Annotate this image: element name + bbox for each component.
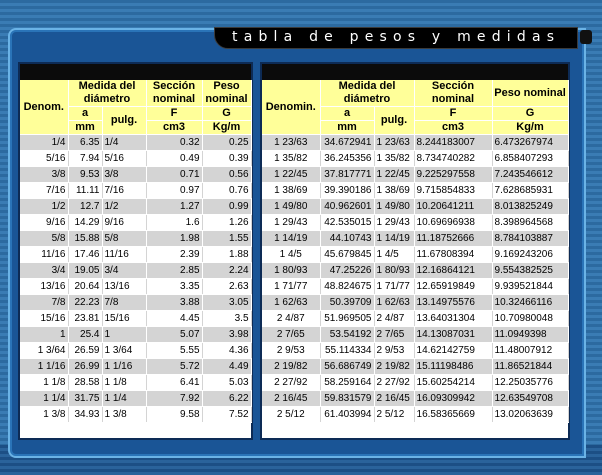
cell-pulg: 1 3/64	[102, 343, 146, 359]
cell-peso: 4.36	[202, 343, 251, 359]
cell-denom: 2 5/12	[262, 407, 320, 423]
cell-seccion: 11.18752666	[414, 231, 492, 247]
cell-seccion: 3.88	[146, 295, 202, 311]
cell-pulg: 1 23/63	[374, 135, 414, 151]
cell-peso: 8.013825249	[492, 199, 568, 215]
cell-pulg: 1/2	[102, 199, 146, 215]
cell-denom: 1 23/63	[262, 135, 320, 151]
cell-seccion: 12.65919849	[414, 279, 492, 295]
cell-denom: 9/16	[20, 215, 68, 231]
table-row	[20, 247, 251, 263]
cell-peso: 5.03	[202, 375, 251, 391]
cell-denom: 1 35/82	[262, 151, 320, 167]
cell-seccion: 9.225297558	[414, 167, 492, 183]
col-mm-header: mm	[320, 121, 374, 135]
table-row	[262, 391, 568, 407]
cell-peso: 1.26	[202, 215, 251, 231]
cell-peso: 9.939521844	[492, 279, 568, 295]
cell-seccion: 9.58	[146, 407, 202, 423]
cell-denom: 2 27/92	[262, 375, 320, 391]
cell-mm: 59.831579	[320, 391, 374, 407]
cell-seccion: 12.16864121	[414, 263, 492, 279]
cell-pulg: 3/8	[102, 167, 146, 183]
cell-mm: 53.54192	[320, 327, 374, 343]
cell-seccion: 13.64031304	[414, 311, 492, 327]
cell-mm: 47.25226	[320, 263, 374, 279]
table-row	[20, 279, 251, 295]
cell-mm: 14.29	[68, 215, 102, 231]
cell-denom: 1 38/69	[262, 183, 320, 199]
cell-mm: 17.46	[68, 247, 102, 263]
cell-pulg: 2 9/53	[374, 343, 414, 359]
cell-peso: 7.52	[202, 407, 251, 423]
cell-peso: 6.473267974	[492, 135, 568, 151]
cell-seccion: 11.67808394	[414, 247, 492, 263]
table-row	[20, 135, 251, 151]
cell-mm: 11.11	[68, 183, 102, 199]
cell-peso: 0.99	[202, 199, 251, 215]
cell-pulg: 1 35/82	[374, 151, 414, 167]
cell-mm: 48.824675	[320, 279, 374, 295]
table-row	[262, 183, 568, 199]
cell-seccion: 16.09309942	[414, 391, 492, 407]
col-medida-header: Medida del diámetro	[320, 80, 414, 107]
cell-seccion: 9.715854833	[414, 183, 492, 199]
cell-denom: 1 1/16	[20, 359, 68, 375]
table-row	[262, 263, 568, 279]
cell-pulg: 1 38/69	[374, 183, 414, 199]
table-row	[262, 407, 568, 423]
cell-peso: 11.48007912	[492, 343, 568, 359]
cell-pulg: 5/16	[102, 151, 146, 167]
cell-peso: 8.398964568	[492, 215, 568, 231]
table-row	[262, 375, 568, 391]
table-row	[262, 311, 568, 327]
cell-seccion: 10.20641211	[414, 199, 492, 215]
col-mm-header: mm	[68, 121, 102, 135]
table-row	[20, 295, 251, 311]
cell-peso: 10.32466116	[492, 295, 568, 311]
cell-pulg: 2 5/12	[374, 407, 414, 423]
table-row	[262, 151, 568, 167]
col-seccion-header: Sección nominal	[414, 80, 492, 107]
cell-pulg: 1 14/19	[374, 231, 414, 247]
cell-peso: 9.554382525	[492, 263, 568, 279]
cell-pulg: 1 71/77	[374, 279, 414, 295]
cell-mm: 39.390186	[320, 183, 374, 199]
cell-mm: 25.4	[68, 327, 102, 343]
cell-pulg: 9/16	[102, 215, 146, 231]
right-table-topbar	[262, 64, 568, 80]
cell-peso: 3.05	[202, 295, 251, 311]
col-denom-header: Denom.	[20, 80, 68, 135]
cell-peso: 6.858407293	[492, 151, 568, 167]
cell-seccion: 14.62142759	[414, 343, 492, 359]
cell-denom: 1 80/93	[262, 263, 320, 279]
table-row	[262, 343, 568, 359]
cell-seccion: 1.6	[146, 215, 202, 231]
cell-peso: 2.63	[202, 279, 251, 295]
table-row	[20, 343, 251, 359]
table-row	[262, 231, 568, 247]
cell-seccion: 2.85	[146, 263, 202, 279]
cell-denom: 1/4	[20, 135, 68, 151]
cell-pulg: 1 29/43	[374, 215, 414, 231]
cell-pulg: 13/16	[102, 279, 146, 295]
cell-denom: 2 19/82	[262, 359, 320, 375]
cell-mm: 36.245356	[320, 151, 374, 167]
cell-mm: 6.35	[68, 135, 102, 151]
table-row	[20, 231, 251, 247]
cell-pulg: 1 3/8	[102, 407, 146, 423]
cell-pulg: 7/16	[102, 183, 146, 199]
cell-seccion: 14.13087031	[414, 327, 492, 343]
cell-mm: 23.81	[68, 311, 102, 327]
cell-peso: 12.25035776	[492, 375, 568, 391]
cell-seccion: 2.39	[146, 247, 202, 263]
col-medida-header: Medida del diámetro	[68, 80, 146, 107]
col-pulg-header: pulg.	[374, 107, 414, 135]
cell-denom: 1 49/80	[262, 199, 320, 215]
cell-peso: 0.56	[202, 167, 251, 183]
cell-seccion: 1.98	[146, 231, 202, 247]
cell-peso: 12.63549708	[492, 391, 568, 407]
cell-mm: 28.58	[68, 375, 102, 391]
table-row	[20, 375, 251, 391]
table-row	[262, 135, 568, 151]
cell-seccion: 0.71	[146, 167, 202, 183]
cell-mm: 40.962601	[320, 199, 374, 215]
col-cm3-header: cm3	[146, 121, 202, 135]
cell-mm: 55.114334	[320, 343, 374, 359]
cell-denom: 11/16	[20, 247, 68, 263]
cell-mm: 9.53	[68, 167, 102, 183]
cell-peso: 7.628685931	[492, 183, 568, 199]
cell-denom: 1 3/8	[20, 407, 68, 423]
table-row	[20, 391, 251, 407]
table-row	[262, 247, 568, 263]
col-seccion-header: Sección nominal	[146, 80, 202, 107]
cell-peso: 3.5	[202, 311, 251, 327]
cell-peso: 10.70980048	[492, 311, 568, 327]
cell-seccion: 0.97	[146, 183, 202, 199]
frame-knob	[580, 30, 592, 44]
cell-mm: 34.93	[68, 407, 102, 423]
left-weights-table	[20, 80, 252, 423]
cell-mm: 45.679845	[320, 247, 374, 263]
cell-mm: 19.05	[68, 263, 102, 279]
cell-denom: 1 71/77	[262, 279, 320, 295]
cell-pulg: 1 22/45	[374, 167, 414, 183]
cell-pulg: 2 19/82	[374, 359, 414, 375]
col-denom-header: Denomin.	[262, 80, 320, 135]
cell-pulg: 2 4/87	[374, 311, 414, 327]
cell-denom: 13/16	[20, 279, 68, 295]
cell-seccion: 5.55	[146, 343, 202, 359]
cell-denom: 7/8	[20, 295, 68, 311]
cell-denom: 5/8	[20, 231, 68, 247]
cell-mm: 7.94	[68, 151, 102, 167]
cell-seccion: 16.58365669	[414, 407, 492, 423]
col-kgm-header: Kg/m	[202, 121, 251, 135]
cell-mm: 26.99	[68, 359, 102, 375]
col-f-header: F	[146, 107, 202, 121]
cell-peso: 0.39	[202, 151, 251, 167]
cell-mm: 44.10743	[320, 231, 374, 247]
cell-peso: 6.22	[202, 391, 251, 407]
cell-peso: 11.0949398	[492, 327, 568, 343]
cell-peso: 2.24	[202, 263, 251, 279]
table-row	[262, 295, 568, 311]
cell-pulg: 15/16	[102, 311, 146, 327]
col-cm3-header: cm3	[414, 121, 492, 135]
cell-pulg: 1/4	[102, 135, 146, 151]
cell-pulg: 3/4	[102, 263, 146, 279]
table-row	[262, 167, 568, 183]
cell-peso: 8.784103887	[492, 231, 568, 247]
cell-denom: 5/16	[20, 151, 68, 167]
cell-peso: 7.243546612	[492, 167, 568, 183]
cell-mm: 37.817771	[320, 167, 374, 183]
page-title: tabla de pesos y medidas	[232, 29, 561, 45]
table-row	[20, 215, 251, 231]
cell-seccion: 15.60254214	[414, 375, 492, 391]
cell-seccion: 5.07	[146, 327, 202, 343]
cell-mm: 34.672941	[320, 135, 374, 151]
cell-denom: 1 1/8	[20, 375, 68, 391]
left-table-topbar	[20, 64, 251, 80]
cell-denom: 1 22/45	[262, 167, 320, 183]
cell-denom: 1 4/5	[262, 247, 320, 263]
cell-mm: 26.59	[68, 343, 102, 359]
cell-peso: 3.98	[202, 327, 251, 343]
table-row	[20, 183, 251, 199]
cell-seccion: 8.244183007	[414, 135, 492, 151]
cell-peso: 9.169243206	[492, 247, 568, 263]
table-row	[20, 407, 251, 423]
col-peso-header: Peso nominal	[202, 80, 251, 107]
col-g-header: G	[492, 107, 568, 121]
cell-peso: 0.76	[202, 183, 251, 199]
cell-denom: 1 3/64	[20, 343, 68, 359]
table-row	[20, 327, 251, 343]
col-peso-header: Peso nominal	[492, 80, 568, 107]
cell-seccion: 15.11198486	[414, 359, 492, 375]
cell-pulg: 1 1/8	[102, 375, 146, 391]
cell-mm: 61.403994	[320, 407, 374, 423]
table-row	[262, 327, 568, 343]
cell-peso: 1.55	[202, 231, 251, 247]
cell-seccion: 0.32	[146, 135, 202, 151]
cell-mm: 22.23	[68, 295, 102, 311]
cell-pulg: 7/8	[102, 295, 146, 311]
table-row	[20, 263, 251, 279]
cell-mm: 50.39709	[320, 295, 374, 311]
table-row	[262, 199, 568, 215]
cell-pulg: 1 1/16	[102, 359, 146, 375]
cell-denom: 2 4/87	[262, 311, 320, 327]
cell-denom: 3/8	[20, 167, 68, 183]
cell-pulg: 11/16	[102, 247, 146, 263]
table-row	[262, 215, 568, 231]
cell-denom: 2 16/45	[262, 391, 320, 407]
cell-pulg: 5/8	[102, 231, 146, 247]
cell-seccion: 4.45	[146, 311, 202, 327]
cell-peso: 0.25	[202, 135, 251, 151]
table-row	[20, 311, 251, 327]
cell-seccion: 13.14975576	[414, 295, 492, 311]
left-table-panel	[18, 62, 253, 440]
cell-denom: 1	[20, 327, 68, 343]
cell-denom: 7/16	[20, 183, 68, 199]
cell-mm: 31.75	[68, 391, 102, 407]
col-g-header: G	[202, 107, 251, 121]
cell-pulg: 2 7/65	[374, 327, 414, 343]
cell-seccion: 6.41	[146, 375, 202, 391]
cell-mm: 51.969505	[320, 311, 374, 327]
cell-mm: 12.7	[68, 199, 102, 215]
cell-seccion: 3.35	[146, 279, 202, 295]
table-row	[20, 359, 251, 375]
cell-pulg: 1	[102, 327, 146, 343]
cell-denom: 15/16	[20, 311, 68, 327]
col-a-header: a	[68, 107, 102, 121]
left-table-body	[20, 135, 251, 423]
col-kgm-header: Kg/m	[492, 121, 568, 135]
cell-pulg: 1 80/93	[374, 263, 414, 279]
cell-pulg: 1 1/4	[102, 391, 146, 407]
table-row	[20, 199, 251, 215]
cell-seccion: 8.734740282	[414, 151, 492, 167]
cell-mm: 42.535015	[320, 215, 374, 231]
right-weights-table	[262, 80, 569, 423]
cell-mm: 20.64	[68, 279, 102, 295]
cell-denom: 2 7/65	[262, 327, 320, 343]
table-row	[20, 167, 251, 183]
cell-mm: 56.686749	[320, 359, 374, 375]
table-row	[262, 279, 568, 295]
cell-peso: 13.02063639	[492, 407, 568, 423]
cell-mm: 58.259164	[320, 375, 374, 391]
right-table-panel	[260, 62, 570, 440]
cell-seccion: 1.27	[146, 199, 202, 215]
cell-peso: 1.88	[202, 247, 251, 263]
cell-pulg: 1 4/5	[374, 247, 414, 263]
cell-denom: 1 29/43	[262, 215, 320, 231]
cell-seccion: 7.92	[146, 391, 202, 407]
table-row	[262, 359, 568, 375]
cell-denom: 1 1/4	[20, 391, 68, 407]
col-pulg-header: pulg.	[102, 107, 146, 135]
col-f-header: F	[414, 107, 492, 121]
cell-pulg: 1 62/63	[374, 295, 414, 311]
cell-pulg: 2 16/45	[374, 391, 414, 407]
cell-pulg: 2 27/92	[374, 375, 414, 391]
table-row	[20, 151, 251, 167]
col-a-header: a	[320, 107, 374, 121]
cell-mm: 15.88	[68, 231, 102, 247]
cell-denom: 1 14/19	[262, 231, 320, 247]
right-table-body	[262, 135, 568, 423]
cell-denom: 3/4	[20, 263, 68, 279]
cell-seccion: 5.72	[146, 359, 202, 375]
cell-pulg: 1 49/80	[374, 199, 414, 215]
cell-denom: 2 9/53	[262, 343, 320, 359]
cell-seccion: 0.49	[146, 151, 202, 167]
cell-denom: 1 62/63	[262, 295, 320, 311]
cell-peso: 4.49	[202, 359, 251, 375]
cell-seccion: 10.69696938	[414, 215, 492, 231]
cell-peso: 11.86521844	[492, 359, 568, 375]
cell-denom: 1/2	[20, 199, 68, 215]
